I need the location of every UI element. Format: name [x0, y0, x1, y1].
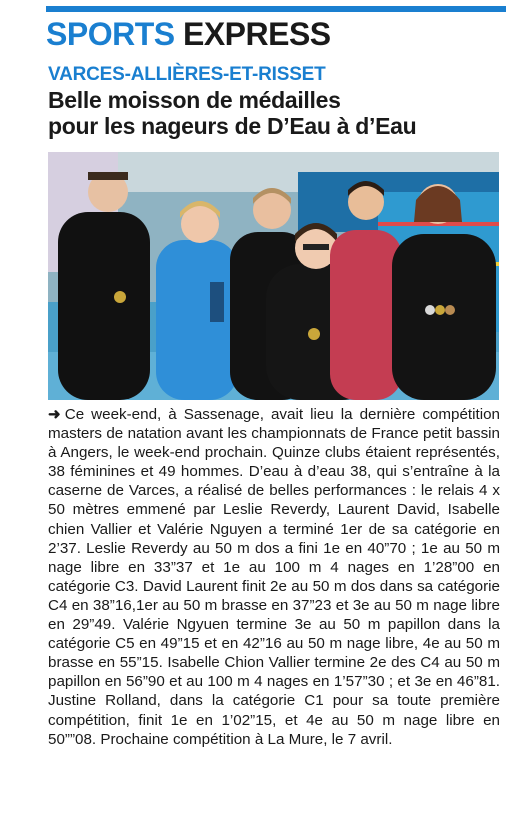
article-headline [48, 87, 508, 139]
article-body-text: Ce week-end, à Sassenage, avait lieu la dernière compétition masters de natation avant les championnats de France petit bassin à Angers, le week-end prochain. Quinze clubs étaient représentés, 38 féminines et 49 hommes. D’eau à d’eau 38, qui s’entraîne à la caserne de Varces, a réalisé de belles performances : le relais 4 x 50 mètres emmené par Leslie Reverdy, Laurent David, Isabelle chien Vallier et Valérie Nguyen a terminé 1er de sa catégorie en 2’37. Leslie Reverdy au 50 m dos a fini 1e en 40”70 ; 1e au 50 m nage libre en 33”37 et 1e au 100 m 4 nages en 1’28”00 en catégorie C3. David Laurent finit 2e au 50 m dos dans sa catégorie C4 en 38”16,1er au 50 m brasse en 37”23 et 3e au 50 m nage libre en 29”49. Valérie Ngyuen termine 3e au 50 m papillon dans la catégorie C5 en 49”15 et en 42”16 au 50 m nage libre, 4e au 50 m brasse en 55”15. Isabelle Chion Vallier termine 2e des C4 au 50 m papillon en 56”90 et au 100 m 4 nages en 1’57”30 ; et 3e en 46”81. Justine Rolland, dans la catégorie C1 pour sa toute première compétition, finit 1e en 1’02”15, et 4e au 50 m nage libre en 50””08. Prochaine compétition à La Mure, le 7 avril. [48, 406, 500, 748]
article-place: VARCES-ALLIÈRES-ET-RISSET [48, 64, 326, 85]
photo-illustration [48, 152, 499, 400]
article-paragraph [48, 405, 500, 749]
headline-line-1: Belle moisson de médailles [48, 87, 341, 113]
kicker-sports: SPORTS [46, 16, 175, 52]
section-kicker [46, 16, 331, 53]
headline-line-2: pour les nageurs de D’Eau à d’Eau [48, 113, 417, 139]
article-photo [48, 152, 499, 400]
lead-arrow-icon: ➜ [48, 406, 61, 423]
section-header [46, 6, 506, 56]
kicker-express: EXPRESS [182, 16, 331, 52]
article-body [48, 405, 500, 749]
